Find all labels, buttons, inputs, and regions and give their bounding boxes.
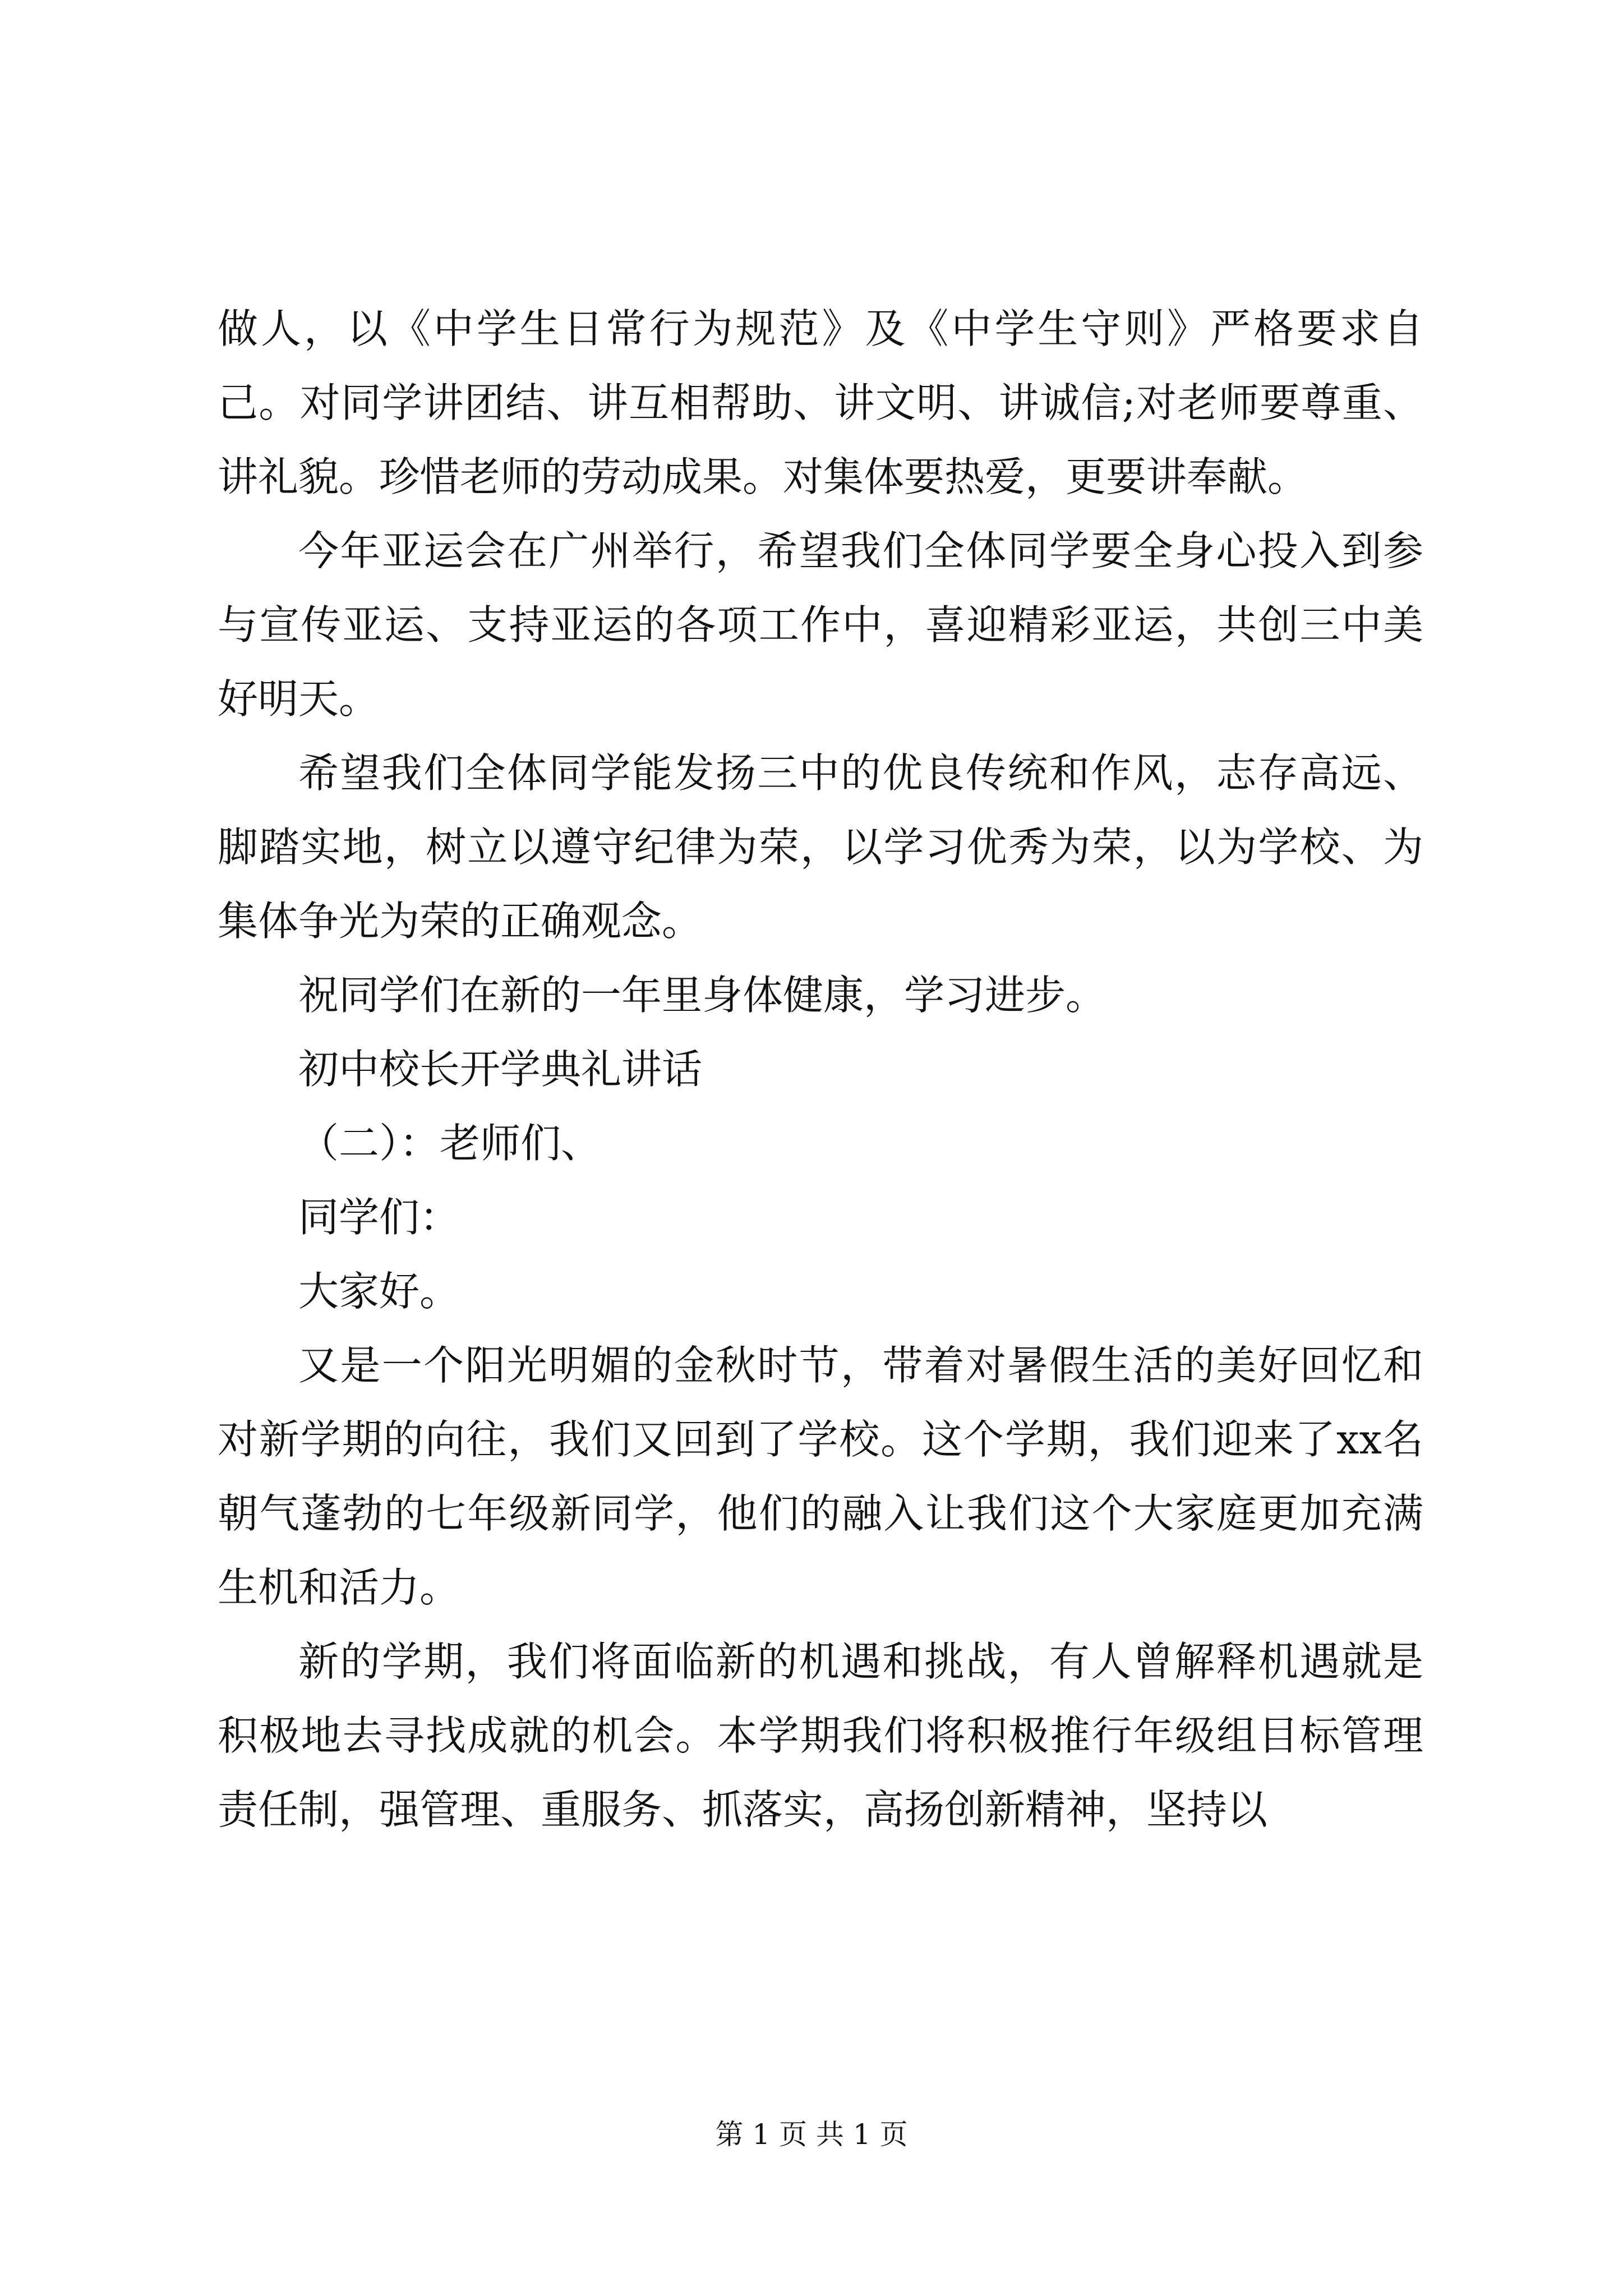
paragraph-2: 今年亚运会在广州举行，希望我们全体同学要全身心投入到参与宣传亚运、支持亚运的各项工作中，喜迎精彩亚运，共创三中美好明天。 <box>218 527 1423 723</box>
paragraph-1: 做人，以《中学生日常行为规范》及《中学生守则》严格要求自己。对同学讲团结、讲互相帮助、讲文明、讲诚信;对老师要尊重、讲礼貌。珍惜老师的劳动成果。对集体要热爱，更要讲奉献。 <box>218 305 1423 500</box>
section-heading: 初中校长开学典礼讲话 <box>298 1046 703 1093</box>
greeting: 大家好。 <box>298 1268 460 1315</box>
paragraph-10: 新的学期，我们将面临新的机遇和挑战，有人曾解释机遇就是积极地去寻找成就的机会。本学期我们将积极推行年级组目标管理责任制，强管理、重服务、抓落实，高扬创新精神，坚持以 <box>218 1638 1423 1833</box>
salutation-teachers: （二）：老师们、 <box>298 1120 602 1167</box>
salutation-students: 同学们： <box>298 1194 460 1241</box>
paragraph-3: 希望我们全体同学能发扬三中的优良传统和作风，志存高远、脚踏实地，树立以遵守纪律为荣，以学习优秀为荣，以为学校、为集体争光为荣的正确观念。 <box>218 749 1423 945</box>
paragraph-9: 又是一个阳光明媚的金秋时节，带着对暑假生活的美好回忆和对新学期的向往，我们又回到了学校。这个学期，我们迎来了xx名朝气蓬勃的七年级新同学，他们的融入让我们这个大家庭更加充满生机和活力。 <box>218 1342 1423 1611</box>
page-footer: 第 1 页 共 1 页 <box>715 2118 908 2151</box>
paragraph-4: 祝同学们在新的一年里身体健康，学习进步。 <box>298 972 1106 1019</box>
document-body <box>218 292 1423 1847</box>
